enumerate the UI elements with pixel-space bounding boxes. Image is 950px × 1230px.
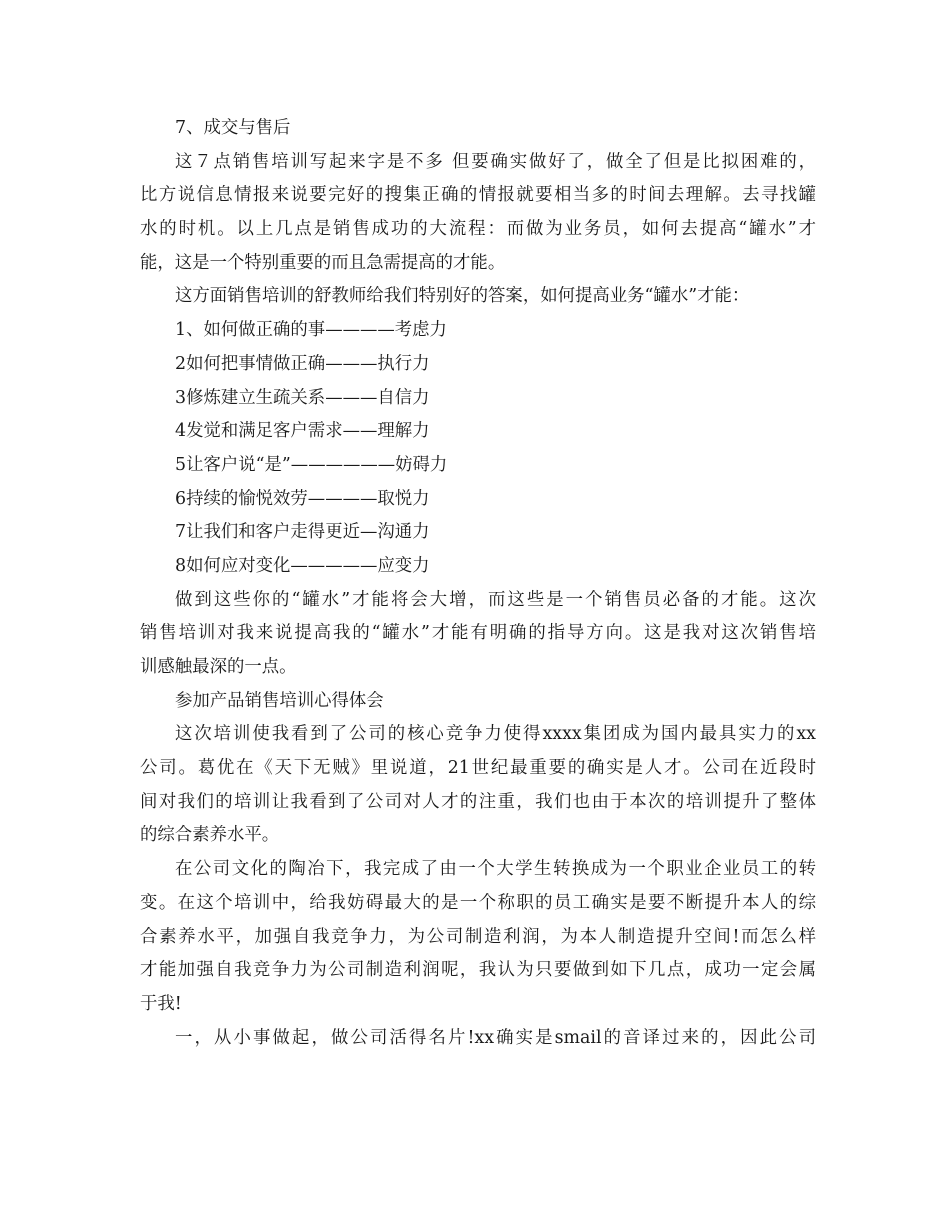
text-line: 1、如何做正确的事————考虑力 — [175, 320, 447, 341]
text-line: 水的时机。以上几点是销售成功的大流程：而做为业务员，如何去提高“罐水”才 — [140, 219, 816, 240]
text-line: 公司。葛优在《天下无贼》里说道，21世纪最重要的确实是人才。公司在近段时 — [140, 758, 816, 779]
text-line: 间对我们的培训让我看到了公司对人才的注重，我们也由于本次的培训提升了整体 — [140, 791, 816, 812]
text-line: 合素养水平，加强自我竞争力，为公司制造利润，为本人制造提升空间!而怎么样 — [140, 926, 816, 947]
text-line: 训感触最深的一点。 — [140, 657, 297, 677]
text-line: 8如何应对变化—————应变力 — [175, 555, 430, 576]
text-line: 7、成交与售后 — [175, 118, 291, 138]
text-line: 3修炼建立生疏关系———自信力 — [175, 387, 430, 408]
text-line: 一，从小事做起，做公司活得名片!xx确实是smail的音译过来的，因此公司 — [175, 1027, 816, 1048]
text-line: 这７点销售培训写起来字是不多 但要确实做好了，做全了但是比拟困难的， — [175, 151, 816, 172]
text-line: 于我! — [140, 993, 182, 1014]
text-line: 能，这是一个特别重要的而且急需提高的才能。 — [140, 252, 506, 273]
text-line: 6持续的愉悦效劳————取悦力 — [175, 488, 430, 509]
document-page — [140, 112, 816, 1055]
text-line: 销售培训对我来说提高我的“罐水”才能有明确的指导方向。这是我对这次销售培 — [140, 623, 816, 644]
text-line: 这次培训使我看到了公司的核心竞争力使得xxxx集团成为国内最具实力的xx — [175, 724, 816, 745]
text-line: 做到这些你的“罐水”才能将会大增，而这些是一个销售员必备的才能。这次 — [175, 589, 816, 610]
text-line: 参加产品销售培训心得体会 — [175, 690, 384, 711]
text-line: 才能加强自我竞争力为公司制造利润呢，我认为只要做到如下几点，成功一定会属 — [140, 960, 816, 981]
text-line: 2如何把事情做正确———执行力 — [175, 353, 430, 374]
text-line: 的综合素养水平。 — [140, 825, 280, 846]
text-line: 在公司文化的陶冶下，我完成了由一个大学生转换成为一个职业企业员工的转 — [175, 859, 816, 880]
text-line: 比方说信息情报来说要完好的搜集正确的情报就要相当多的时间去理解。去寻找罐 — [140, 185, 816, 206]
text-line: 7让我们和客户走得更近—沟通力 — [175, 522, 430, 543]
text-line: 5让客户说“是”——————妨碍力 — [175, 454, 448, 475]
text-line: 4发觉和满足客户需求——理解力 — [175, 421, 430, 442]
text-line: 变。在这个培训中，给我妨碍最大的是一个称职的员工确实是要不断提升本人的综 — [140, 892, 816, 913]
text-line: 这方面销售培训的舒教师给我们特别好的答案，如何提高业务“罐水”才能： — [175, 286, 750, 307]
